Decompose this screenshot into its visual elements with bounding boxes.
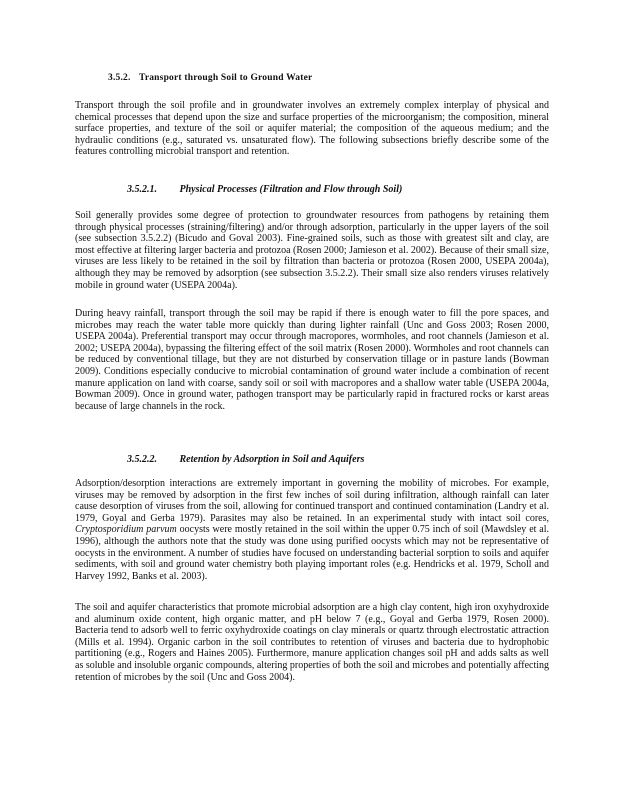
subsection-title: Physical Processes (Filtration and Flow through Soil)	[179, 184, 403, 195]
species-name: Cryptosporidium parvum	[75, 524, 177, 536]
section-heading	[108, 73, 318, 83]
intro-paragraph: Transport through the soil profile and in groundwater involves an extremely complex interplay of physical and chemical processes that depend upon the size and surface properties of the microorganism; the composition, mineral surface properties, and texture of the soil or aquifer material; the composition of the aqueous medium; and the hydraulic conditions (e.g., saturated vs. unsaturated flow). The following subsections briefly describe some of the features controlling microbial transport and retention.	[75, 100, 549, 158]
physical-paragraph-1: Soil generally provides some degree of protection to groundwater resources from pathogens by retaining them through physical processes (straining/filtering) and/or through adsorption, particularly in the upper layers of the soil (see subsection 3.5.2.2) (Bicudo and Goval 2003). Fine-grained soils, such as those with greatest silt and clay, are most effective at filtering larger bacteria and protozoa (Rosen 2000; Jamieson et al. 2002). Because of their small size, viruses are less likely to be retained in the soil by filtration than bacteria or protozoa (Rosen 2000, USEPA 2004a), although they may be removed by adsorption (see subsection 3.5.2.2). Their small size also renders viruses relatively mobile in ground water (USEPA 2004a).	[75, 210, 549, 291]
subsection-title: Retention by Adsorption in Soil and Aquifers	[179, 454, 365, 465]
adsorption-paragraph-1	[75, 478, 549, 582]
subsection-heading-physical	[127, 184, 402, 195]
subsection-number: 3.5.2.1.	[127, 184, 157, 195]
adsorption-paragraph-2: The soil and aquifer characteristics that promote microbial adsorption are a high clay content, high iron oxyhydroxide and aluminum oxide content, high organic matter, and pH below 7 (e.g., Goyal and Gerba 1979, Rosen 2000). Bacteria tend to adsorb well to ferric oxyhydroxide coatings on clay minerals or quartz through electrostatic attraction (Mills et al. 1994). Organic carbon in the soil contributes to retention of viruses and bacteria due to hydrophobic partitioning (e.g., Rogers and Haines 2005). Furthermore, manure application changes soil pH and adds salts as well as soluble and insoluble organic compounds, altering properties of both the soil and microbes and potentially affecting retention of microbes by the soil (Unc and Goss 2004).	[75, 602, 549, 683]
section-number: 3.5.2.	[108, 73, 131, 83]
physical-paragraph-2: During heavy rainfall, transport through the soil may be rapid if there is enough water to fill the pore spaces, and microbes may reach the water table more quickly than during lighter rainfall (Unc and Goss 2003; Rosen 2000, USEPA 2004a). Preferential transport may occur through macropores, wormholes, and root channels (Jamieson et al. 2002; USEPA 2004a), bypassing the filtering effect of the soil matrix (Rosen 2000). Wormholes and root channels can be reduced by conventional tillage, but they are not disturbed by conservation tillage or in pasture lands (Bowman 2009). Conditions especially conducive to microbial contamination of ground water include a combination of recent manure application on land with coarse, sandy soil or soil with macropores and a shallow water table (USEPA 2004a, Bowman 2009). Once in ground water, pathogen transport may be particularly rapid in fractured rocks or karst areas because of large channels in the rock.	[75, 308, 549, 412]
section-title: Transport through Soil to Ground Water	[138, 73, 313, 83]
paragraph-text: Adsorption/desorption interactions are extremely important in governing the mobility of microbes. For example, viruses may be removed by adsorption in the first few inches of soil during infiltration, although rainfall can later cause desorption of viruses from the soil, allowing for continued transport and continued contamination (Landry et al. 1979, Goyal and Gerba 1979). Parasites may also be retained. In an experimental study with intact soil cores,	[75, 478, 549, 524]
paragraph-text: oocysts were mostly retained in the soil within the upper 0.75 inch of soil (Mawdsley et al. 1996), although the authors note that the study was done using purified oocysts which may not be representative of oocysts in the environment. A number of studies have focused on understanding bacterial sorption to soils and aquifer sediments, with soil and ground water chemistry both playing important roles (e.g. Hendricks et al. 1979, Scholl and Harvey 1992, Banks et al. 2003).	[75, 524, 550, 582]
subsection-heading-adsorption	[127, 454, 364, 465]
subsection-number: 3.5.2.2.	[127, 454, 157, 465]
